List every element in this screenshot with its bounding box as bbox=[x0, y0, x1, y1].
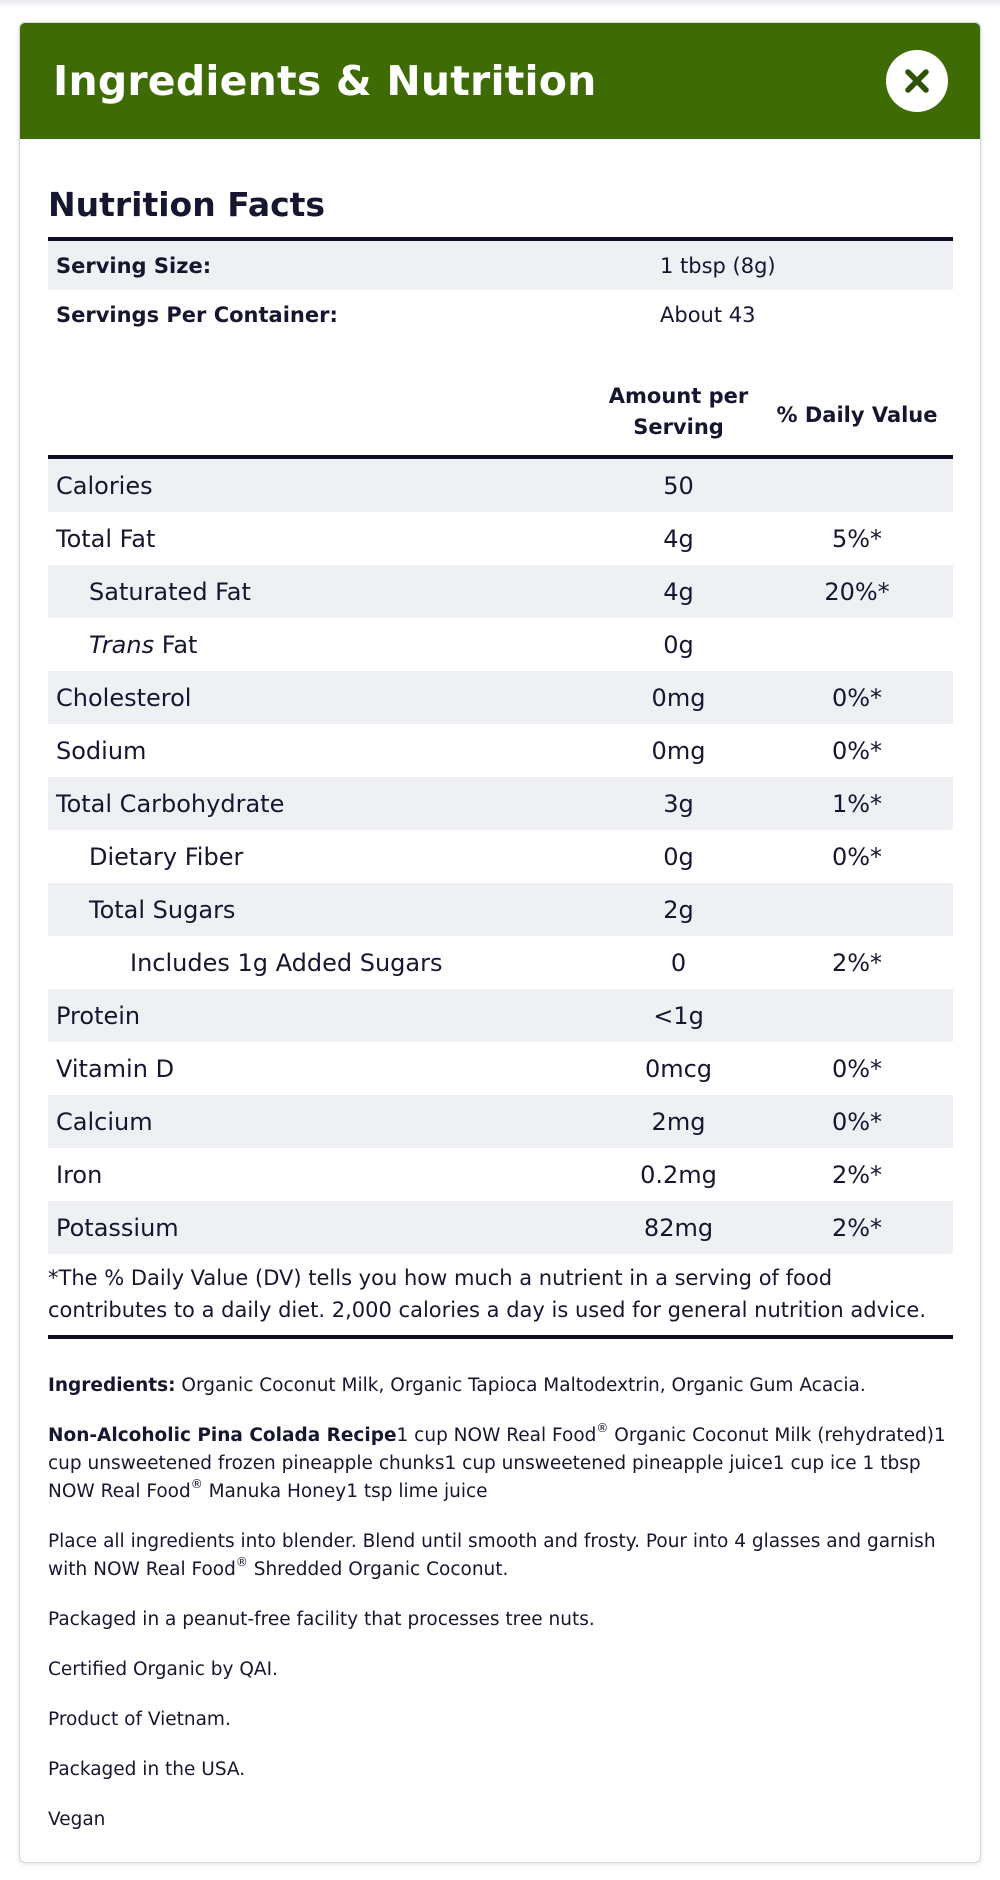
nutrient-amount: 2mg bbox=[651, 1107, 706, 1136]
nutrient-row-cholesterol bbox=[48, 671, 953, 724]
nutrient-name: Calcium bbox=[56, 1107, 153, 1136]
nutrient-daily-value: 2%* bbox=[831, 1160, 883, 1189]
nutrient-name: Cholesterol bbox=[56, 683, 192, 712]
packaged-note: Packaged in the USA. bbox=[48, 1759, 246, 1780]
nutrient-daily-value: 5%* bbox=[831, 524, 883, 553]
nutrient-column-header bbox=[48, 339, 953, 455]
nutrient-name: Total Carbohydrate bbox=[56, 789, 285, 818]
nutrient-row-protein bbox=[48, 989, 953, 1042]
nutrient-amount: 0mg bbox=[651, 736, 706, 765]
nutrient-amount: 4g bbox=[663, 524, 694, 553]
servings-per-container-row bbox=[48, 290, 953, 339]
nutrient-row-iron bbox=[48, 1148, 953, 1201]
ingredients-nutrition-modal bbox=[19, 22, 981, 1863]
nutrient-daily-value: 2%* bbox=[831, 948, 883, 977]
registered-mark: ® bbox=[235, 1555, 248, 1569]
nutrient-amount: 0mg bbox=[651, 683, 706, 712]
nutrient-row-vitamin-d bbox=[48, 1042, 953, 1095]
nutrient-amount: 50 bbox=[663, 471, 694, 500]
servings-label: Servings Per Container: bbox=[56, 302, 338, 327]
serving-size-row bbox=[48, 241, 953, 290]
modal-header bbox=[20, 23, 980, 139]
nutrient-row-potassium bbox=[48, 1201, 953, 1254]
nutrient-amount: 2g bbox=[663, 895, 694, 924]
page-top-edge bbox=[0, 0, 1000, 8]
nutrient-daily-value: 0%* bbox=[831, 736, 883, 765]
nutrient-amount: 0g bbox=[663, 630, 694, 659]
trans-italic: Trans bbox=[89, 630, 155, 659]
directions-text-1: Place all ingredients into blender. Blend until smooth and frosty. Pour into 4 glasses and garnish with NOW Real Food bbox=[48, 1531, 936, 1580]
nutrient-daily-value: 0%* bbox=[831, 842, 883, 871]
nutrient-name: Sodium bbox=[56, 736, 147, 765]
nutrient-amount: 4g bbox=[663, 577, 694, 606]
nutrient-daily-value: 0%* bbox=[831, 683, 883, 712]
nutrient-amount: 0mcg bbox=[644, 1054, 713, 1083]
modal-body bbox=[20, 139, 980, 1834]
recipe-text-3: Manuka Honey1 tsp lime juice bbox=[202, 1481, 488, 1502]
nutrient-name: Total Fat bbox=[56, 524, 156, 553]
nutrient-name: Potassium bbox=[56, 1213, 179, 1242]
nutrient-daily-value: 2%* bbox=[831, 1213, 883, 1242]
nutrient-amount: 82mg bbox=[643, 1213, 714, 1242]
nutrient-row-total-fat bbox=[48, 512, 953, 565]
registered-mark: ® bbox=[596, 1421, 609, 1435]
nutrient-daily-value: 1%* bbox=[831, 789, 883, 818]
vegan-note: Vegan bbox=[48, 1809, 106, 1830]
recipe-text-1: 1 cup NOW Real Food bbox=[396, 1425, 597, 1446]
serving-size-value: 1 tbsp (8g) bbox=[660, 253, 776, 278]
ingredients-paragraph bbox=[48, 1372, 953, 1400]
trans-rest: Fat bbox=[154, 630, 198, 659]
nutrient-row-sodium bbox=[48, 724, 953, 777]
ingredients-section bbox=[48, 1339, 953, 1834]
nutrient-amount: 0 bbox=[670, 948, 687, 977]
nutrient-daily-value: 20%* bbox=[824, 577, 890, 606]
close-button[interactable] bbox=[886, 50, 948, 112]
nutrient-name: Saturated Fat bbox=[89, 577, 251, 606]
nutrient-row-saturated-fat bbox=[48, 565, 953, 618]
nutrient-name: Vitamin D bbox=[56, 1054, 175, 1083]
nutrient-daily-value: 0%* bbox=[831, 1054, 883, 1083]
nutrient-amount: <1g bbox=[653, 1001, 704, 1030]
serving-size-label: Serving Size: bbox=[56, 253, 212, 278]
nutrient-row-dietary-fiber bbox=[48, 830, 953, 883]
directions-text-2: Shredded Organic Coconut. bbox=[247, 1559, 509, 1580]
certification-note: Certified Organic by QAI. bbox=[48, 1659, 278, 1680]
nutrient-amount: 3g bbox=[663, 789, 694, 818]
amount-per-serving-header: Amount per Serving bbox=[608, 384, 749, 439]
ingredients-label: Ingredients: bbox=[48, 1375, 176, 1396]
nutrient-row-calories bbox=[48, 459, 953, 512]
facility-note: Packaged in a peanut-free facility that processes tree nuts. bbox=[48, 1609, 595, 1630]
close-x-icon bbox=[904, 68, 930, 94]
nutrient-name bbox=[48, 631, 596, 659]
nutrient-row-trans-fat bbox=[48, 618, 953, 671]
servings-value: About 43 bbox=[660, 302, 756, 327]
registered-mark: ® bbox=[190, 1477, 203, 1491]
nutrition-facts-title: Nutrition Facts bbox=[48, 185, 326, 224]
nutrient-amount: 0g bbox=[663, 842, 694, 871]
nutrient-name: Calories bbox=[56, 471, 153, 500]
recipe-title: Non-Alcoholic Pina Colada Recipe bbox=[48, 1425, 397, 1446]
nutrient-name: Total Sugars bbox=[89, 895, 236, 924]
nutrient-row-calcium bbox=[48, 1095, 953, 1148]
nutrient-name: Includes 1g Added Sugars bbox=[130, 948, 443, 977]
nutrient-row-added-sugars bbox=[48, 936, 953, 989]
nutrient-row-total-sugars bbox=[48, 883, 953, 936]
origin-note: Product of Vietnam. bbox=[48, 1709, 231, 1730]
nutrient-name: Dietary Fiber bbox=[89, 842, 244, 871]
nutrient-amount: 0.2mg bbox=[640, 1160, 717, 1189]
recipe-text-2: Organic Coconut Milk (rehydrated)1 cup unsweetened frozen pineapple chunks1 cup unsweetened pineapple juice1 cup ice 1 tbsp NOW Real Food bbox=[48, 1425, 946, 1502]
nutrient-name: Protein bbox=[56, 1001, 141, 1030]
nutrient-row-total-carbohydrate bbox=[48, 777, 953, 830]
recipe-paragraph bbox=[48, 1422, 953, 1506]
daily-value-header: % Daily Value bbox=[776, 403, 938, 427]
modal-title: Ingredients & Nutrition bbox=[53, 57, 597, 105]
daily-value-footnote: *The % Daily Value (DV) tells you how much a nutrient in a serving of food contributes to a daily diet. 2,000 calories a day is used for general nutrition advice. bbox=[48, 1266, 926, 1322]
directions-paragraph bbox=[48, 1528, 953, 1584]
nutrient-daily-value: 0%* bbox=[831, 1107, 883, 1136]
nutrient-name: Iron bbox=[56, 1160, 103, 1189]
ingredients-text: Organic Coconut Milk, Organic Tapioca Maltodextrin, Organic Gum Acacia. bbox=[175, 1375, 866, 1396]
